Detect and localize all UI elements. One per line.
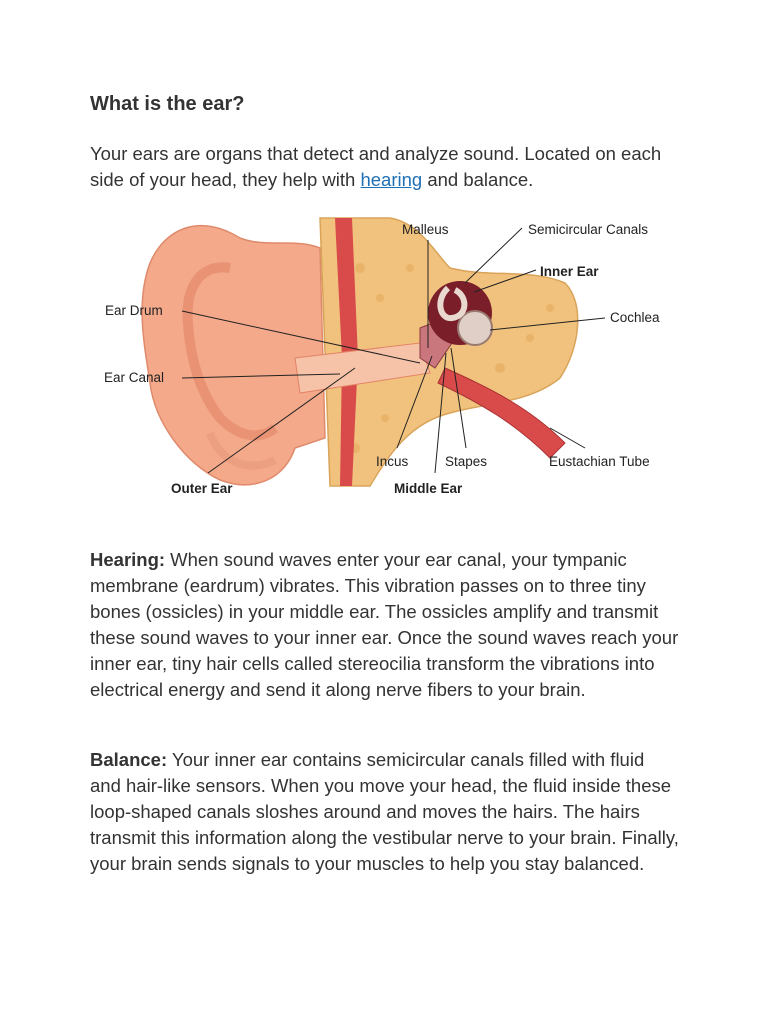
label-outer-ear: Outer Ear	[171, 481, 233, 496]
balance-heading: Balance:	[90, 749, 168, 770]
balance-paragraph	[90, 747, 680, 877]
label-eustachian-tube: Eustachian Tube	[549, 454, 650, 469]
hearing-heading: Hearing:	[90, 549, 166, 570]
label-malleus: Malleus	[402, 222, 449, 237]
page-title: What is the ear?	[90, 93, 245, 115]
label-middle-ear: Middle Ear	[394, 481, 463, 496]
hearing-link[interactable]: hearing	[360, 169, 423, 190]
ear-anatomy-diagram	[90, 208, 680, 500]
intro-paragraph	[90, 141, 680, 193]
label-ear-canal: Ear Canal	[104, 370, 165, 385]
ear-illustration	[90, 208, 680, 500]
label-cochlea: Cochlea	[610, 310, 660, 325]
hearing-text: When sound waves enter your ear canal, your tympanic membrane (eardrum) vibrates. This vibration passes on to three tiny bones (ossicles) in your middle ear. The ossicles amplify and transmit these sound waves to your inner ear. Once the sound waves reach your inner ear, tiny hair cells called stereocilia transform the vibrations into electrical energy and send it along nerve fibers to your brain.	[90, 549, 679, 700]
intro-text-before: Your ears are organs that detect and analyze sound. Located on each side of your head, they help with	[90, 143, 662, 190]
hearing-paragraph	[90, 547, 680, 703]
intro-text-after: and balance.	[422, 169, 534, 190]
label-ear-drum: Ear Drum	[105, 303, 163, 318]
label-incus: Incus	[376, 454, 409, 469]
label-semicircular-canals: Semicircular Canals	[528, 222, 649, 237]
label-stapes: Stapes	[445, 454, 488, 469]
cochlea-shape	[458, 311, 492, 345]
balance-text: Your inner ear contains semicircular canals filled with fluid and hair-like sensors. When you move your head, the fluid inside these loop-shaped canals sloshes around and moves the hairs. The hairs transmit this information along the vestibular nerve to your brain. Finally, your brain sends signals to your muscles to help you stay balanced.	[90, 749, 679, 874]
pinna-shape	[142, 226, 325, 485]
label-inner-ear: Inner Ear	[540, 264, 599, 279]
